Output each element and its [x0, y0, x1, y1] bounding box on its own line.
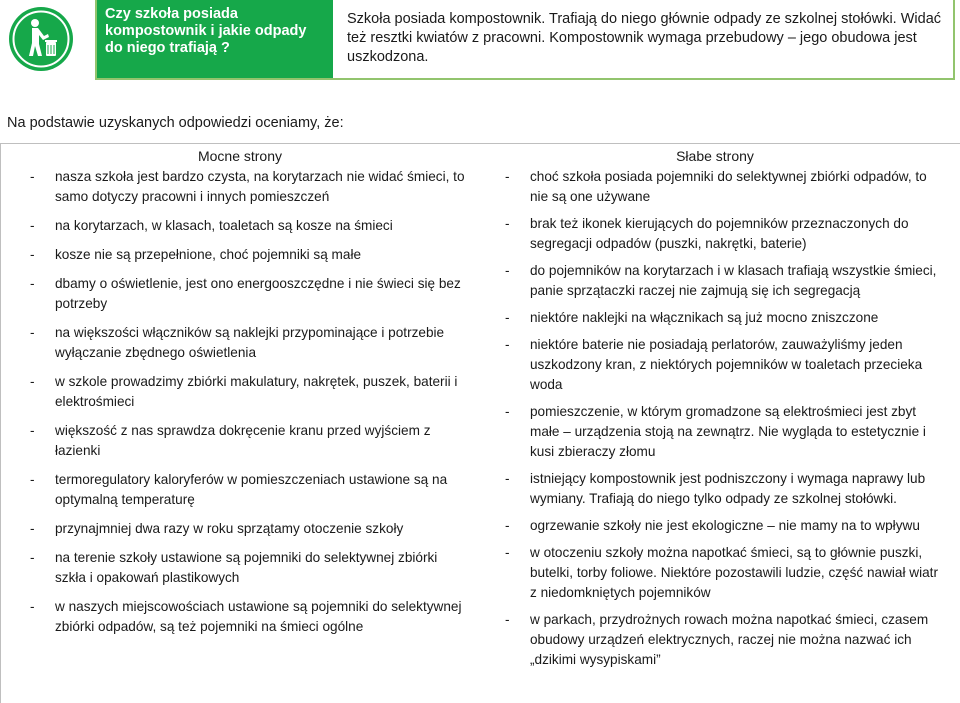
list-item [30, 421, 470, 461]
list-item-text: termoregulatory kaloryferów w pomieszczeniach ustawione są na optymalną temperaturę [55, 472, 448, 507]
list-item [505, 610, 945, 670]
banner-question: Czy szkoła posiada kompostownik i jakie odpady do niego trafiają ? [97, 0, 333, 78]
list-item-text: dbamy o oświetlenie, jest ono energooszczędne i nie świeci się bez potrzeby [55, 276, 461, 311]
list-item-text: brak też ikonek kierujących do pojemników przeznaczonych do segregacji odpadów (puszki, nakrętki, baterie) [530, 216, 909, 251]
list-item [505, 543, 945, 603]
list-dash: - [30, 521, 35, 536]
list-item [30, 323, 470, 363]
list-dash: - [505, 545, 510, 560]
list-dash: - [505, 612, 510, 627]
list-dash: - [30, 325, 35, 340]
list-item-text: na większości włączników są naklejki przypominające i potrzebie wyłączanie zbędnego oświetlenia [55, 325, 445, 360]
list-item-text: większość z nas sprawdza dokręcenie kranu przed wyjściem z łazienki [55, 423, 431, 458]
list-item [505, 402, 945, 462]
list-item-text: w naszych miejscowościach ustawione są pojemniki do selektywnej zbiórki odpadów, są też pojemniki na śmieci ogólne [55, 599, 462, 634]
list-dash: - [505, 404, 510, 419]
list-dash: - [505, 263, 510, 278]
list-dash: - [505, 310, 510, 325]
recycle-person-icon [8, 6, 74, 72]
list-item [30, 597, 470, 637]
list-dash: - [30, 472, 35, 487]
list-dash: - [30, 550, 35, 565]
list-item-text: niektóre naklejki na włącznikach są już mocno zniszczone [530, 310, 879, 325]
strengths-column [30, 144, 470, 646]
list-item [505, 335, 945, 395]
list-item-text: do pojemników na korytarzach i w klasach trafiają wszystkie śmieci, panie sprzątaczki raczej nie zajmują się ich segregacją [530, 263, 937, 298]
weaknesses-column [505, 144, 945, 677]
list-item [30, 548, 470, 588]
weaknesses-list [505, 167, 945, 670]
list-item [30, 167, 470, 207]
banner-answer: Szkoła posiada kompostownik. Trafiają do niego głównie odpady ze szkolnej stołówki. Widać też resztki kwiatów z pracowni. Kompostownik wymaga przebudowy – jego obudowa jest uszkodzona. [347, 11, 942, 65]
list-item [30, 216, 470, 236]
list-item-text: choć szkoła posiada pojemniki do selektywnej zbiórki odpadów, to nie są one używane [530, 169, 927, 204]
list-dash: - [30, 247, 35, 262]
list-item [30, 470, 470, 510]
list-item [505, 308, 945, 328]
list-item [30, 274, 470, 314]
list-item [30, 245, 470, 265]
list-item-text: pomieszczenie, w którym gromadzone są elektrośmieci jest zbyt małe – urządzenia stoją na zewnątrz. Nie wygląda to estetycznie i kusi zbieraczy złomu [530, 404, 926, 459]
list-dash: - [30, 169, 35, 184]
intro-text: Na podstawie uzyskanych odpowiedzi oceniamy, że: [7, 115, 344, 131]
list-item-text: przynajmniej dwa razy w roku sprzątamy otoczenie szkoły [55, 521, 404, 536]
list-item-text: w parkach, przydrożnych rowach można napotkać śmieci, czasem obudowy urządzeń elektrycznych, raczej nie można nazwać ich „dzikimi wysypiskami” [530, 612, 929, 667]
list-item-text: nasza szkoła jest bardzo czysta, na korytarzach nie widać śmieci, to samo dotyczy pracowni i innych pomieszczeń [55, 169, 465, 204]
list-item [505, 167, 945, 207]
list-dash: - [505, 518, 510, 533]
list-item [505, 261, 945, 301]
list-item [505, 516, 945, 536]
list-dash: - [30, 374, 35, 389]
list-item-text: istniejący kompostownik jest podniszczony i wymaga naprawy lub wymiany. Trafiają do niego tylko odpady ze szkolnej stołówki. [530, 471, 926, 506]
list-dash: - [30, 423, 35, 438]
list-dash: - [505, 471, 510, 486]
list-dash: - [505, 169, 510, 184]
list-dash: - [30, 218, 35, 233]
list-dash: - [30, 599, 35, 614]
assessment-table [0, 143, 960, 703]
list-item-text: kosze nie są przepełnione, choć pojemniki są małe [55, 247, 362, 262]
weaknesses-heading: Słabe strony [676, 148, 754, 164]
list-dash: - [505, 337, 510, 352]
list-item-text: niektóre baterie nie posiadają perlatorów, zauważyliśmy jeden uszkodzony kran, z niektórych pojemników w toaletach przecieka woda [530, 337, 923, 392]
list-item-text: na terenie szkoły ustawione są pojemniki do selektywnej zbiórki szkła i opakowań plastikowych [55, 550, 438, 585]
list-item-text: na korytarzach, w klasach, toaletach są kosze na śmieci [55, 218, 393, 233]
list-item-text: w otoczeniu szkoły można napotkać śmieci, są to głównie puszki, butelki, torby foliowe. Niektóre pozostawili ludzie, część nawiał wiatr z niedomkniętych pojemników [530, 545, 938, 600]
question-banner [95, 0, 955, 80]
list-item [505, 469, 945, 509]
strengths-heading: Mocne strony [197, 148, 283, 164]
list-dash: - [505, 216, 510, 231]
list-item [30, 519, 470, 539]
strengths-list [30, 167, 470, 637]
list-item-text: ogrzewanie szkoły nie jest ekologiczne – nie mamy na to wpływu [530, 518, 920, 533]
list-item [505, 214, 945, 254]
list-item [30, 372, 470, 412]
list-item-text: w szkole prowadzimy zbiórki makulatury, nakrętek, puszek, baterii i elektrośmieci [55, 374, 458, 409]
list-dash: - [30, 276, 35, 291]
